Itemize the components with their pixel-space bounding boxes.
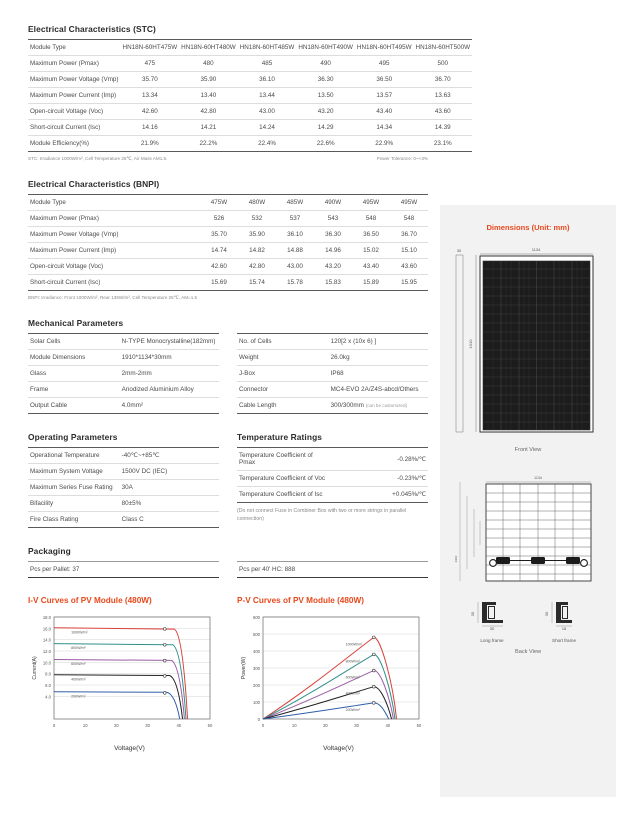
row-label: Open-circuit Voltage (Voc) — [28, 104, 121, 120]
operating-section — [28, 432, 219, 528]
column-header: HN18N-60HT495W — [355, 40, 414, 56]
back-width-label: 1134 — [534, 476, 542, 480]
svg-text:40: 40 — [385, 723, 391, 728]
back-view-label: Back View — [514, 649, 541, 655]
table-row — [28, 120, 472, 136]
table-cell: 13.40 — [179, 88, 238, 104]
table-row — [28, 366, 219, 382]
param-value: N-TYPE Monocrystalline(182mm) — [120, 334, 219, 350]
table-cell: 480 — [179, 56, 238, 72]
table-row — [28, 275, 428, 291]
operating-table — [28, 447, 219, 528]
pv-xlabel: Voltage(V) — [323, 745, 354, 752]
operating-temperature-section — [28, 432, 428, 528]
stc-note-right: Power Tolerance: 0~+3% — [376, 156, 428, 161]
short-frame-width-label: 18 — [561, 626, 567, 631]
iv-chart-title: I-V Curves of PV Module (480W) — [28, 596, 152, 605]
svg-text:30: 30 — [354, 723, 359, 728]
table-cell: 15.02 — [352, 243, 390, 259]
table-cell: 35.70 — [200, 227, 238, 243]
table-cell: 43.20 — [296, 104, 355, 120]
table-cell: 43.00 — [276, 259, 314, 275]
table-row — [28, 40, 472, 56]
column-header: HN18N-60HT490W — [296, 40, 355, 56]
row-label: Short-circuit Current (Isc) — [28, 120, 121, 136]
table-cell: 36.10 — [238, 72, 297, 88]
bnpi-section — [28, 179, 428, 301]
long-frame-width-label: 30 — [489, 626, 495, 631]
mpp-marker — [163, 643, 166, 646]
table-cell: 495 — [355, 56, 414, 72]
stc-title: Electrical Characteristics (STC) — [28, 24, 156, 34]
table-cell: 22.4% — [238, 136, 297, 152]
table-row — [28, 512, 219, 528]
svg-text:10: 10 — [291, 723, 297, 728]
table-row — [28, 195, 428, 211]
svg-text:0: 0 — [257, 717, 260, 722]
stc-section — [28, 24, 471, 162]
peak-marker — [372, 685, 375, 688]
table-cell: 35.70 — [121, 72, 180, 88]
param-value: 4.0mm² — [120, 398, 219, 414]
svg-text:100: 100 — [253, 700, 260, 705]
svg-text:600: 600 — [253, 615, 260, 620]
table-row — [28, 350, 219, 366]
table-row — [28, 227, 428, 243]
column-header: HN18N-60HT475W — [121, 40, 180, 56]
bnpi-table — [28, 194, 428, 291]
iv-curve — [54, 644, 186, 719]
mechanical-table-right — [237, 333, 428, 414]
temperature-section — [237, 432, 428, 528]
table-cell: 15.95 — [390, 275, 428, 291]
table-cell: 13.50 — [296, 88, 355, 104]
row-label: Module Type — [28, 195, 200, 211]
row-label: Maximum Power (Pmax) — [28, 56, 121, 72]
table-cell: 526 — [200, 211, 238, 227]
row-label: Maximum Power Voltage (Vmp) — [28, 72, 121, 88]
row-label: Maximum Power (Pmax) — [28, 211, 200, 227]
table-row — [28, 56, 472, 72]
main-content — [28, 0, 471, 752]
table-cell: 42.60 — [121, 104, 180, 120]
table-cell: 475 — [121, 56, 180, 72]
table-cell: 13.57 — [355, 88, 414, 104]
table-row — [237, 487, 428, 503]
series-label: 400W/m² — [345, 691, 361, 696]
column-header: HN18N-60HT500W — [414, 40, 473, 56]
table-row — [28, 259, 428, 275]
param-value: IP68 — [329, 366, 428, 382]
svg-text:50: 50 — [207, 723, 213, 728]
iv-curve — [54, 628, 188, 719]
front-view-label: Front View — [514, 447, 542, 453]
table-row — [237, 471, 428, 487]
svg-text:20: 20 — [323, 723, 328, 728]
iv-plot — [28, 611, 218, 739]
temperature-table — [237, 447, 428, 503]
param-key: Weight — [237, 350, 329, 366]
pv-curve — [263, 637, 397, 719]
row-label: Short-circuit Current (Isc) — [28, 275, 200, 291]
short-frame-height-label: 30 — [544, 611, 549, 617]
param-value: 300/300mm (can be customized) — [329, 398, 428, 414]
temperature-note: (Do not connect Fuse in Combiner Box with two or more strings in parallel connection) — [237, 508, 407, 522]
table-cell: 14.29 — [296, 120, 355, 136]
param-value: 1500V DC (IEC) — [120, 464, 219, 480]
table-cell: 36.50 — [352, 227, 390, 243]
table-cell: 35.90 — [179, 72, 238, 88]
mpp-marker — [163, 659, 166, 662]
param-key: Operational Temperature — [28, 448, 120, 464]
pcs-per-container: Pcs per 40' HC: 888 — [237, 562, 428, 578]
table-cell: 15.10 — [390, 243, 428, 259]
svg-text:0: 0 — [261, 723, 265, 728]
bnpi-note-left: BNPI: Irradiance: Front 1000W/m², Rear 135W/m², Cell Temperature 25℃, AM=1.5 — [28, 295, 198, 300]
width-label: 1134 — [531, 247, 541, 252]
table-cell: 14.74 — [200, 243, 238, 259]
column-header: HN18N-60HT480W — [179, 40, 238, 56]
bnpi-note — [28, 295, 428, 301]
long-frame-caption: Long frame — [480, 638, 504, 643]
table-cell: 42.60 — [200, 259, 238, 275]
table-cell: 42.80 — [179, 104, 238, 120]
table-cell: 36.30 — [314, 227, 352, 243]
table-row — [28, 243, 428, 259]
peak-marker — [372, 701, 375, 704]
peak-marker — [372, 636, 375, 639]
param-value: Class C — [120, 512, 219, 528]
table-cell: 43.00 — [238, 104, 297, 120]
column-header: 475W — [200, 195, 238, 211]
param-key: Solar Cells — [28, 334, 120, 350]
param-key: Maximum Series Fuse Rating — [28, 480, 120, 496]
table-row — [28, 382, 219, 398]
param-value: +0.045%/℃ — [329, 487, 428, 503]
column-header: 495W — [352, 195, 390, 211]
frame-profiles — [440, 597, 616, 643]
table-cell: 14.24 — [238, 120, 297, 136]
mechanical-table-left — [28, 333, 219, 414]
svg-text:4.0: 4.0 — [45, 694, 51, 700]
height-label: 1910 — [468, 339, 473, 349]
iv-xlabel: Voltage(V) — [114, 745, 145, 752]
param-value: MC4-EVO 2A/Z4S-abcd/Others — [329, 382, 428, 398]
column-header: 495W — [390, 195, 428, 211]
table-row — [28, 464, 219, 480]
table-cell: 43.20 — [314, 259, 352, 275]
table-cell: 14.21 — [179, 120, 238, 136]
column-header: 480W — [238, 195, 276, 211]
iv-chart — [28, 596, 219, 752]
iv-ylabel: Current(A) — [32, 656, 38, 680]
table-cell: 36.30 — [296, 72, 355, 88]
table-row — [28, 334, 219, 350]
mpp-marker — [163, 675, 166, 678]
svg-text:14.0: 14.0 — [42, 637, 51, 643]
series-label: 1000W/m² — [345, 642, 363, 647]
table-cell: 14.88 — [276, 243, 314, 259]
svg-text:10: 10 — [82, 723, 88, 728]
table-cell: 490 — [296, 56, 355, 72]
column-header: 485W — [276, 195, 314, 211]
short-frame-profile — [541, 597, 587, 643]
row-label: Maximum Power Current (Imp) — [28, 88, 121, 104]
param-key: Connector — [237, 382, 329, 398]
table-cell: 537 — [276, 211, 314, 227]
table-cell: 485 — [238, 56, 297, 72]
temperature-title: Temperature Ratings — [237, 432, 323, 442]
packaging-section — [28, 546, 428, 578]
svg-text:6.0: 6.0 — [45, 683, 51, 688]
series-label: 1000W/m² — [71, 630, 88, 635]
table-cell: 43.60 — [414, 104, 473, 120]
table-cell: 548 — [390, 211, 428, 227]
pv-plot — [237, 611, 427, 739]
param-value: -40℃~+85℃ — [120, 448, 219, 464]
table-row — [237, 398, 428, 414]
row-label: Open-circuit Voltage (Voc) — [28, 259, 200, 275]
svg-text:40: 40 — [176, 723, 182, 728]
param-value: 80±5% — [120, 496, 219, 512]
svg-text:400: 400 — [253, 649, 260, 654]
column-header: HN18N-60HT485W — [238, 40, 297, 56]
iv-curve — [54, 660, 184, 720]
bnpi-title: Electrical Characteristics (BNPI) — [28, 179, 160, 189]
svg-text:500: 500 — [253, 632, 260, 637]
table-cell: 22.6% — [296, 136, 355, 152]
front-view-drawing — [440, 242, 616, 442]
peak-marker — [372, 653, 375, 656]
table-cell: 21.9% — [121, 136, 180, 152]
peak-marker — [372, 669, 375, 672]
table-row — [28, 88, 472, 104]
param-value: 1910*1134*30mm — [120, 350, 219, 366]
mpp-marker — [163, 692, 166, 695]
param-value: 30A — [120, 480, 219, 496]
stc-note-left: STC: Irradiance 1000W/m², Cell Temperature 25℃, Air Mass AM1.5. — [28, 156, 168, 161]
svg-text:8.0: 8.0 — [45, 671, 51, 677]
series-label: 200W/m² — [71, 694, 86, 699]
table-cell: 548 — [352, 211, 390, 227]
param-key: Fire Class Rating — [28, 512, 120, 528]
table-cell: 36.50 — [355, 72, 414, 88]
series-label: 600W/m² — [71, 662, 86, 666]
param-value: 26.0kg — [329, 350, 428, 366]
param-key: Temperature Coefficient of Voc — [237, 471, 329, 487]
param-key: No. of Cells — [237, 334, 329, 350]
table-cell: 15.78 — [276, 275, 314, 291]
table-cell: 500 — [414, 56, 473, 72]
param-value: -0.23%/℃ — [329, 471, 428, 487]
table-cell: 14.39 — [414, 120, 473, 136]
table-cell: 15.69 — [200, 275, 238, 291]
table-row — [237, 448, 428, 471]
row-label: Maximum Power Current (Imp) — [28, 243, 200, 259]
param-key: Glass — [28, 366, 120, 382]
table-cell: 15.83 — [314, 275, 352, 291]
param-key: Output Cable — [28, 398, 120, 414]
series-label: 800W/m² — [71, 646, 86, 651]
column-header: 490W — [314, 195, 352, 211]
dimensions-panel — [440, 205, 616, 797]
pv-chart-title: P-V Curves of PV Module (480W) — [237, 596, 364, 605]
thickness-label: 30 — [456, 248, 462, 253]
table-row — [237, 350, 428, 366]
table-cell: 14.82 — [238, 243, 276, 259]
svg-text:20: 20 — [114, 723, 119, 728]
svg-text:1910: 1910 — [454, 555, 458, 563]
pv-chart — [237, 596, 428, 752]
table-row — [28, 104, 472, 120]
param-key: Temperature Coefficient of Isc — [237, 487, 329, 503]
table-cell: 23.1% — [414, 136, 473, 152]
table-cell: 13.44 — [238, 88, 297, 104]
param-key: Maximum System Voltage — [28, 464, 120, 480]
mpp-marker — [163, 628, 166, 631]
stc-table — [28, 39, 472, 152]
table-cell: 22.9% — [355, 136, 414, 152]
svg-text:30: 30 — [145, 723, 150, 728]
series-label: 800W/m² — [345, 659, 361, 664]
svg-text:200: 200 — [253, 683, 260, 688]
row-label: Maximum Power Voltage (Vmp) — [28, 227, 200, 243]
mechanical-title: Mechanical Parameters — [28, 318, 124, 328]
svg-text:16.0: 16.0 — [42, 626, 51, 632]
table-row — [237, 334, 428, 350]
table-cell: 14.96 — [314, 243, 352, 259]
param-value: 120[2 x (10x 6) ] — [329, 334, 428, 350]
series-label: 600W/m² — [345, 675, 361, 680]
svg-text:10.0: 10.0 — [42, 660, 51, 666]
svg-text:18.0: 18.0 — [42, 615, 51, 620]
mechanical-section — [28, 318, 428, 414]
table-cell: 36.70 — [390, 227, 428, 243]
param-key: Temperature Coefficient of Pmax — [237, 448, 329, 471]
table-cell: 14.34 — [355, 120, 414, 136]
param-key: Cable Length — [237, 398, 329, 414]
table-cell: 35.90 — [238, 227, 276, 243]
short-frame-caption: Short frame — [552, 638, 576, 643]
table-row — [28, 211, 428, 227]
table-row — [237, 382, 428, 398]
table-row — [28, 136, 472, 152]
param-key: Bifacility — [28, 496, 120, 512]
pv-ylabel: Power(W) — [241, 656, 247, 680]
long-frame-profile — [469, 597, 515, 643]
operating-title: Operating Parameters — [28, 432, 118, 442]
row-label: Module Type — [28, 40, 121, 56]
series-label: 400W/m² — [71, 677, 86, 682]
series-label: 200W/m² — [345, 707, 361, 712]
row-label: Module Efficiency(%) — [28, 136, 121, 152]
stc-note — [28, 156, 428, 162]
table-row — [28, 496, 219, 512]
table-cell: 13.63 — [414, 88, 473, 104]
table-row — [28, 480, 219, 496]
table-cell: 43.60 — [390, 259, 428, 275]
table-cell: 43.40 — [352, 259, 390, 275]
charts-section — [28, 596, 428, 752]
dimensions-title: Dimensions (Unit: mm) — [486, 223, 570, 232]
param-value: Anodized Aluminium Alloy — [120, 382, 219, 398]
param-key: J-Box — [237, 366, 329, 382]
table-row — [28, 398, 219, 414]
table-cell: 43.40 — [355, 104, 414, 120]
svg-text:12.0: 12.0 — [42, 649, 51, 654]
param-key: Module Dimensions — [28, 350, 120, 366]
table-cell: 15.74 — [238, 275, 276, 291]
table-cell: 22.2% — [179, 136, 238, 152]
param-value: 2mm-2mm — [120, 366, 219, 382]
table-row — [28, 448, 219, 464]
param-value: -0.28%/℃ — [329, 448, 428, 471]
table-cell: 36.70 — [414, 72, 473, 88]
pv-curve — [263, 671, 393, 719]
table-cell: 13.34 — [121, 88, 180, 104]
svg-text:300: 300 — [253, 666, 260, 671]
back-view-drawing — [440, 471, 616, 589]
packaging-title: Packaging — [28, 546, 71, 556]
long-frame-height-label: 30 — [470, 611, 475, 617]
table-row — [237, 366, 428, 382]
table-row — [28, 72, 472, 88]
param-key: Frame — [28, 382, 120, 398]
svg-text:50: 50 — [416, 723, 422, 728]
table-cell: 543 — [314, 211, 352, 227]
table-cell: 42.80 — [238, 259, 276, 275]
table-cell: 14.16 — [121, 120, 180, 136]
pcs-per-pallet: Pcs per Pallet: 37 — [28, 562, 219, 578]
svg-text:0: 0 — [52, 723, 56, 728]
table-cell: 36.10 — [276, 227, 314, 243]
table-cell: 532 — [238, 211, 276, 227]
table-cell: 15.89 — [352, 275, 390, 291]
